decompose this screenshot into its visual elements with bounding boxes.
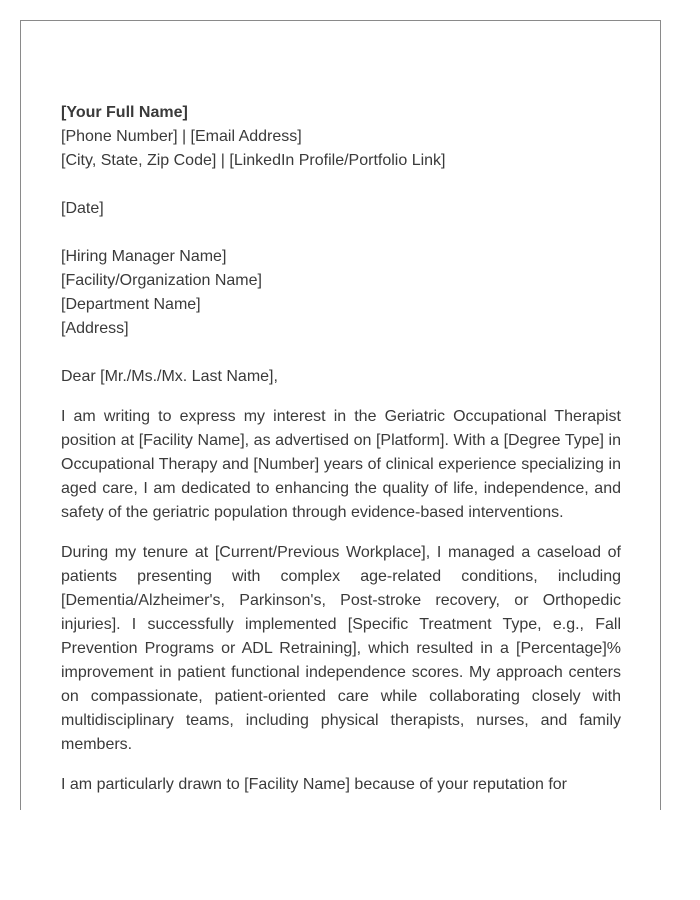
letter-date: [Date] (61, 200, 104, 217)
cover-letter-body (61, 101, 621, 810)
recipient-address: [Address] (61, 320, 129, 337)
sender-contact: [Phone Number] | [Email Address] (61, 128, 302, 145)
paragraph-motivation: I am particularly drawn to [Facility Name] because of your reputation for (61, 776, 567, 793)
recipient-block (61, 245, 621, 341)
recipient-organization: [Facility/Organization Name] (61, 272, 262, 289)
paragraph-intro: I am writing to express my interest in the Geriatric Occupational Therapist position at [Facility Name], as advertised on [Platform]. With a [Degree Type] in Occupational Therapy and [Number] years of clinical experience specializing in aged care, I am dedicated to enhancing the quality of life, independence, and safety of the geriatric population through evidence-based interventions. (61, 408, 621, 521)
document-page (20, 20, 661, 810)
paragraph-experience: During my tenure at [Current/Previous Workplace], I managed a caseload of patients presenting with complex age-related conditions, including [Dementia/Alzheimer's, Parkinson's, Post-stroke recovery, or Orthopedic injuries]. I successfully implemented [Specific Treatment Type, e.g., Fall Prevention Programs or ADL Retraining], which resulted in a [Percentage]% improvement in patient functional independence scores. My approach centers on compassionate, patient-oriented care while collaborating closely with multidisciplinary teams, including physical therapists, nurses, and family members. (61, 544, 621, 753)
recipient-manager: [Hiring Manager Name] (61, 248, 227, 265)
sender-location: [City, State, Zip Code] | [LinkedIn Profile/Portfolio Link] (61, 152, 446, 169)
sender-name: [Your Full Name] (61, 104, 188, 121)
date-block (61, 197, 621, 221)
sender-header (61, 101, 621, 173)
salutation: Dear [Mr./Ms./Mx. Last Name], (61, 368, 278, 385)
recipient-department: [Department Name] (61, 296, 201, 313)
